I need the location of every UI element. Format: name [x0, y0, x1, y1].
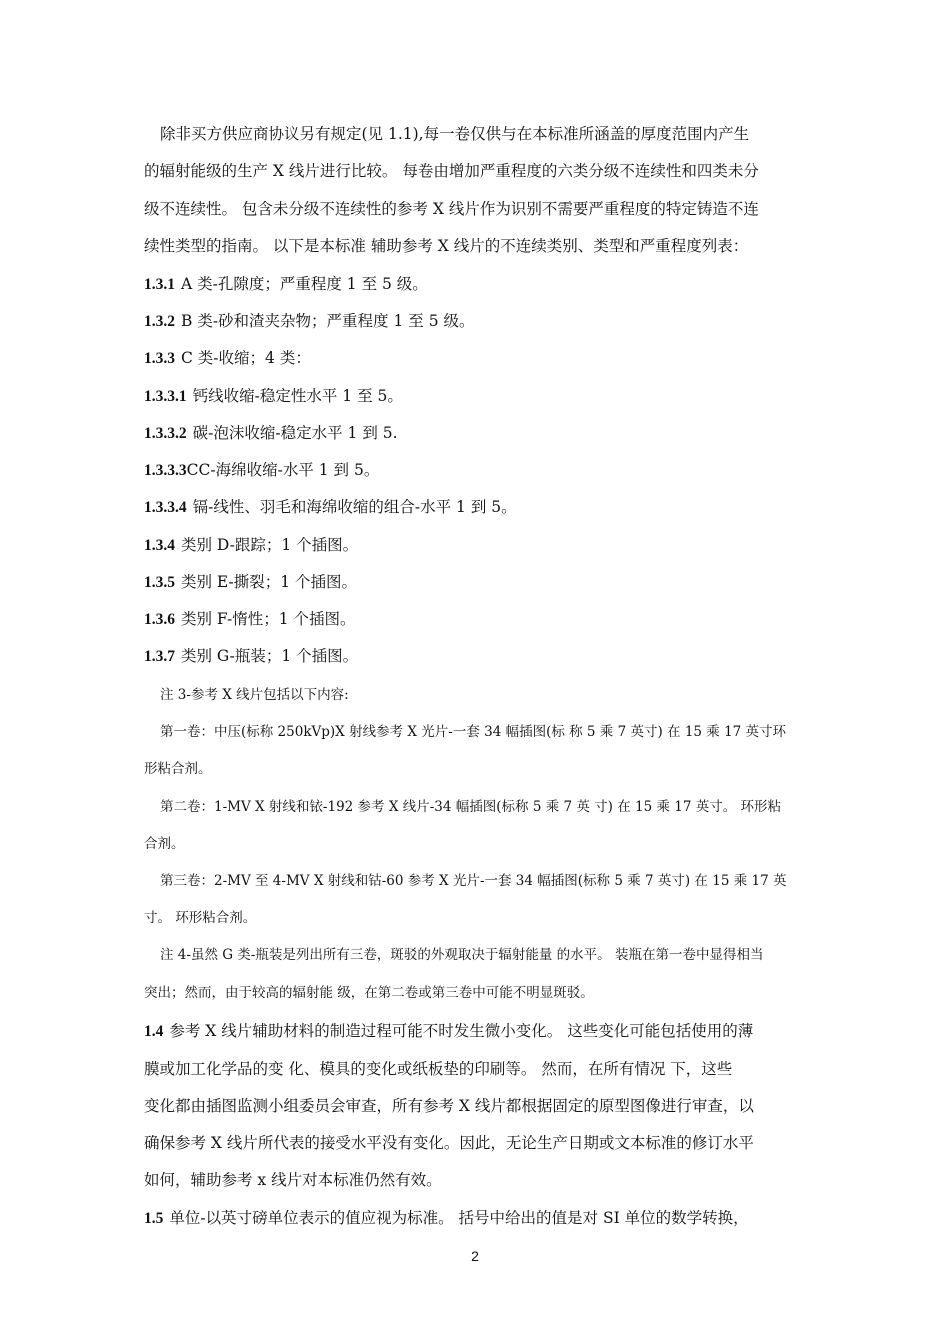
- intro-line: 的辐射能级的生产 X 线片进行比较。 每卷由增加严重程度的六类分级不连续性和四类未分: [144, 162, 759, 180]
- section-number: 1.5: [144, 1210, 164, 1227]
- list-item: [144, 646, 358, 667]
- intro-line: 除非买方供应商协议另有规定(见 1.1),每一卷仅供与在本标准所涵盖的厚度范围内产生: [160, 125, 750, 143]
- list-item: [144, 274, 428, 295]
- item-text: A 类-孔隙度；严重程度 1 至 5 级。: [181, 275, 428, 293]
- item-text: 类别 E-撕裂；1 个插图。: [181, 573, 358, 591]
- section-number: 1.4: [144, 1023, 164, 1040]
- item-number: 1.3.3.4: [144, 499, 187, 516]
- list-item: [144, 460, 379, 481]
- item-text: 镉-线性、羽毛和海绵收缩的组合-水平 1 到 5。: [192, 498, 517, 516]
- section-text: 参考 X 线片辅助材料的制造过程可能不时发生微小变化。 这些变化可能包括使用的薄: [169, 1022, 754, 1040]
- item-text: 类别 G-瓶装；1 个插图。: [181, 647, 359, 665]
- list-item: [144, 386, 403, 407]
- section-1-4-line: 确保参考 X 线片所代表的接受水平没有变化。因此，无论生产日期或文本标准的修订水平: [144, 1134, 754, 1152]
- note-line: 形粘合剂。: [144, 761, 212, 777]
- item-text: CC-海绵收缩-水平 1 到 5。: [186, 461, 380, 479]
- item-number: 1.3.1: [144, 276, 175, 293]
- item-text: C 类-收缩；4 类：: [181, 349, 311, 367]
- intro-line: 级不连续性。 包含未分级不连续性的参考 X 线片作为识别不需要严重程度的特定铸造不连: [144, 200, 759, 218]
- item-number: 1.3.6: [144, 611, 175, 628]
- section-text: 单位-以英寸磅单位表示的值应视为标准。 括号中给出的值是对 SI 单位的数学转换，: [169, 1209, 749, 1227]
- item-text: 碳-泡沫收缩-稳定水平 1 到 5.: [192, 424, 398, 442]
- list-item: [144, 535, 358, 556]
- item-number: 1.3.3.3: [144, 462, 187, 479]
- item-number: 1.3.3.2: [144, 425, 187, 442]
- item-number: 1.3.3.1: [144, 388, 187, 405]
- list-item: [144, 423, 398, 444]
- note-line: 注 4-虽然 G 类-瓶装是列出所有三卷，斑驳的外观取决于辐射能量 的水平。 装瓶在第一卷中显得相当: [160, 947, 764, 963]
- note-line: 突出；然而，由于较高的辐射能 级，在第二卷或第三卷中可能不明显斑驳。: [144, 985, 594, 1001]
- section-1-4-line: 膜或加工化学品的变 化、模具的变化或纸板垫的印刷等。 然而，在所有情况 下，这些: [144, 1060, 733, 1078]
- note-line: 第二卷：1-MV X 射线和铱-192 参考 X 线片-34 幅插图(标称 5 乘 7 英 寸) 在 15 乘 17 英寸。 环形粘: [160, 799, 782, 815]
- item-text: 钙线收缩-稳定性水平 1 至 5。: [192, 387, 403, 405]
- intro-line: 续性类型的指南。 以下是本标准 辅助参考 X 线片的不连续类别、类型和严重程度列表：: [144, 237, 749, 255]
- item-number: 1.3.2: [144, 313, 175, 330]
- section-1-4-line: 如何，辅助参考 x 线片对本标准仍然有效。: [144, 1171, 442, 1189]
- item-text: 类别 D-跟踪；1 个插图。: [181, 536, 359, 554]
- note-line: 第一卷：中压(标称 250kVp)X 射线参考 X 光片-一套 34 幅插图(标 称 5 乘 7 英寸) 在 15 乘 17 英寸环: [160, 724, 787, 740]
- list-item: [144, 348, 311, 369]
- section-1-4-line: [144, 1021, 753, 1042]
- note-line: 寸。 环形粘合剂。: [144, 910, 257, 926]
- item-number: 1.3.4: [144, 537, 175, 554]
- note-line: 第三卷：2-MV 至 4-MV X 射线和钴-60 参考 X 光片-一套 34 幅插图(标称 5 乘 7 英寸) 在 15 乘 17 英: [160, 873, 787, 889]
- item-text: B 类-砂和渣夹杂物；严重程度 1 至 5 级。: [181, 312, 475, 330]
- list-item: [144, 609, 356, 630]
- list-item: [144, 311, 475, 332]
- section-1-4-line: 变化都由插图监测小组委员会审查，所有参考 X 线片都根据固定的原型图像进行审查，以: [144, 1097, 754, 1115]
- section-1-5-line: [144, 1208, 749, 1229]
- note-line: 注 3-参考 X 线片包括以下内容:: [160, 687, 349, 703]
- item-text: 类别 F-惰性；1 个插图。: [181, 610, 356, 628]
- list-item: [144, 572, 357, 593]
- item-number: 1.3.7: [144, 648, 175, 665]
- page-number: 2: [471, 1248, 479, 1264]
- list-item: [144, 497, 517, 518]
- item-number: 1.3.3: [144, 350, 175, 367]
- item-number: 1.3.5: [144, 574, 175, 591]
- note-line: 合剂。: [144, 836, 185, 852]
